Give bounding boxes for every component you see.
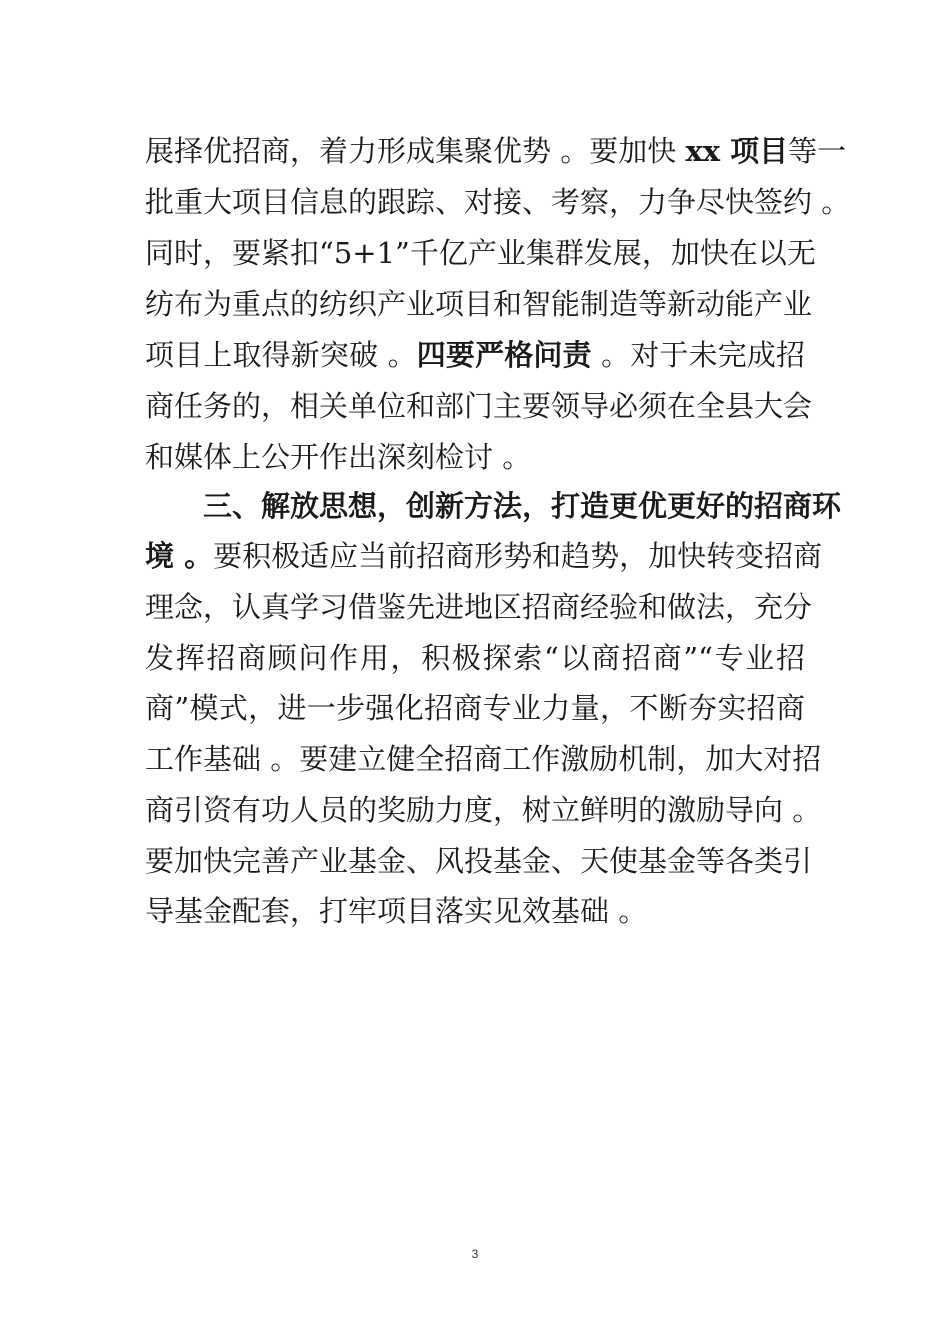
text-run: 展择优招商，着力形成集聚优势 。要加快 [145, 134, 686, 168]
paragraph-line: 导基金配套，打牢项目落实见效基础 。 [145, 894, 648, 928]
paragraph-line [145, 335, 805, 375]
paragraph-line: 工作基础 。要建立健全招商工作激励机制，加大对招 [145, 742, 822, 776]
paragraph-line: 发挥招商顾问作用，积极探索“以商招商”“专业招 [145, 641, 805, 675]
bold-text-run: 四要严格问责 [416, 338, 592, 372]
paragraph-line: 商任务的，相关单位和部门主要领导必须在全县大会 [145, 389, 813, 423]
paragraph-line [145, 536, 823, 576]
paragraph-line: 同时，要紧扣“5+1”千亿产业集群发展，加快在以无 [145, 236, 816, 270]
text-run: 等一 [788, 134, 847, 168]
paragraph-line: 批重大项目信息的跟踪、对接、考察，力争尽快签约 。 [145, 185, 851, 219]
paragraph-line: 和媒体上公开作出深刻检讨 。 [145, 440, 532, 474]
paragraph-line: 商”模式，进一步强化招商专业力量，不断夯实招商 [145, 691, 805, 725]
bold-text-run: xx 项目 [685, 134, 789, 168]
paragraph-line: 商引资有功人员的奖励力度，树立鲜明的激励导向 。 [145, 793, 822, 827]
bold-text-run: 境 。 [145, 539, 214, 573]
paragraph-line: 要加快完善产业基金、风投基金、天使基金等各类引 [145, 844, 813, 878]
paragraph-line: 理念，认真学习借鉴先进地区招商经验和做法，充分 [145, 590, 813, 624]
paragraph-line [145, 131, 847, 171]
paragraph-line: 纺布为重点的纺织产业项目和智能制造等新动能产业 [145, 287, 813, 321]
section-heading-line: 三、解放思想，创新方法，打造更优更好的招商环 [203, 489, 842, 523]
text-run: 要积极适应当前招商形势和趋势，加快转变招商 [213, 539, 823, 573]
text-run: 。对于未完成招 [591, 338, 806, 372]
page-number: 3 [471, 1247, 479, 1261]
text-run: 项目上取得新突破 。 [145, 338, 417, 372]
